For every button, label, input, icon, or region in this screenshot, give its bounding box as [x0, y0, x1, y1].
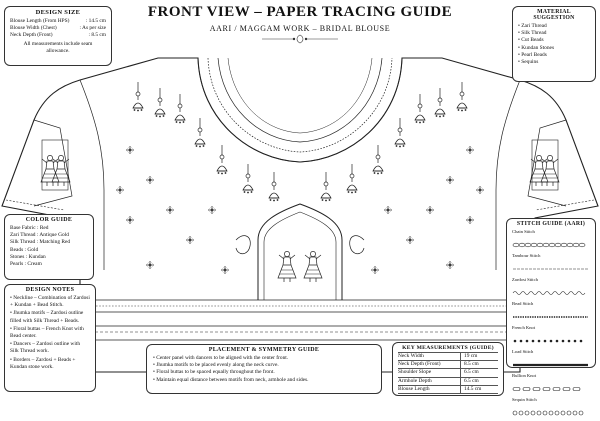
chain-stitch-sample: [512, 242, 592, 248]
stitch-label: French Knot: [512, 325, 536, 330]
color-guide-row: Base Fabric : Red: [10, 225, 49, 231]
sequin-stitch-sample: [512, 410, 592, 416]
material-item: • Silk Thread: [518, 30, 547, 37]
design-size-row: Neck Depth (Front) : 8.5 cm: [10, 32, 106, 39]
measurement-row: Blouse Length 14.5 cm: [398, 385, 498, 394]
design-note-item: • Floral buttas – French Knot with Bead center.: [10, 325, 84, 340]
tambour-stitch-sample: [512, 266, 592, 272]
design-size-row: Blouse Width (Chest) : As per size: [10, 25, 106, 32]
page-subtitle: AARI / MAGGAM WORK – BRIDAL BLOUSE: [209, 24, 391, 33]
measurement-row: Shoulder Slope 6.5 cm: [398, 368, 498, 376]
load-stitch-sample: [512, 362, 592, 368]
stitch-label: Chain Stitch: [512, 229, 535, 234]
placement-item: • Center panel with dancers to be aligned with the center front.: [153, 355, 289, 361]
stitch-label: Sequin Stitch: [512, 397, 537, 402]
color-guide-panel: [4, 214, 94, 280]
measurement-row: Armhole Depth 6.5 cm: [398, 377, 498, 385]
color-guide-row: Beads : Gold: [10, 246, 39, 253]
placement-symmetry-panel: [146, 344, 382, 394]
placement-item: • Maintain equal distance between motifs from neck, armhole and sides.: [153, 376, 309, 383]
material-item: • Kundan Stones: [518, 44, 555, 51]
design-note-item: • Borders – Zardosi + Beads + Kundan stone work.: [10, 356, 76, 370]
design-note-item: • Jhumka motifs – Zardosi outline filled with Silk Thread + Beads.: [10, 310, 84, 324]
placement-item: • Jhumka motifs to be placed evenly along the neck curve.: [153, 362, 279, 369]
stitch-label: Bullion Knot: [512, 373, 537, 378]
design-note-item: • Neckline – Combination of Zardosi + Kundan + Bead Stitch.: [10, 295, 90, 309]
design-size-note: All measurements include seam allowance.: [23, 40, 93, 54]
stitch-label: Load Stitch: [512, 349, 534, 354]
color-guide-row: Stones : Kundan: [10, 253, 46, 260]
zardosi-stitch-sample: [512, 290, 592, 296]
page-title: FRONT VIEW – PAPER TRACING GUIDE: [147, 4, 453, 20]
material-item: • Cut Beads: [518, 37, 544, 44]
bead-stitch-sample: [512, 314, 592, 320]
color-guide-row: Silk Thread : Matching Red: [10, 239, 71, 246]
design-notes-heading: DESIGN NOTES: [25, 287, 75, 293]
material-item: • Pearl Beads: [518, 51, 547, 58]
stitch-label: Tambour Stitch: [512, 253, 541, 258]
material-item: • Zari Thread: [518, 23, 547, 29]
key-measurements-heading: KEY MEASUREMENTS (GUIDE): [402, 345, 494, 351]
material-suggestion-panel: [512, 6, 596, 82]
french-knot-sample: [512, 338, 592, 344]
placement-item: • Floral buttas to be spaced equally throughout the front.: [153, 369, 275, 376]
color-guide-heading: COLOR GUIDE: [25, 217, 73, 223]
stitch-guide-heading: STITCH GUIDE (AARI): [516, 221, 586, 227]
color-guide-row: Pearls : Cream: [10, 261, 42, 268]
stitch-guide-panel: [506, 218, 596, 402]
design-size-heading: DESIGN SIZE: [35, 9, 81, 16]
design-notes-panel: [4, 284, 96, 392]
bullion-knot-sample: [512, 386, 592, 392]
key-measurements-panel: [392, 342, 504, 396]
stitch-label: Zardosi Stitch: [512, 277, 538, 282]
color-guide-row: Zari Thread : Antique Gold: [10, 232, 69, 239]
placement-heading: PLACEMENT & SYMMETRY GUIDE: [208, 347, 320, 353]
measurement-row: Neck Width 19 cm: [398, 352, 498, 360]
design-size-panel: [4, 6, 112, 66]
material-item: • Sequins: [518, 59, 539, 66]
measurement-row: Neck Depth (Front) 8.5 cm: [398, 360, 498, 368]
stitch-label: Bead Stitch: [512, 301, 534, 306]
material-heading: MATERIAL SUGGESTION: [533, 9, 575, 21]
design-note-item: • Dancers – Zardosi outline with Silk Thread work.: [10, 341, 81, 355]
design-size-row: Blouse Length (From HPS) : 14.5 cm: [10, 18, 106, 24]
